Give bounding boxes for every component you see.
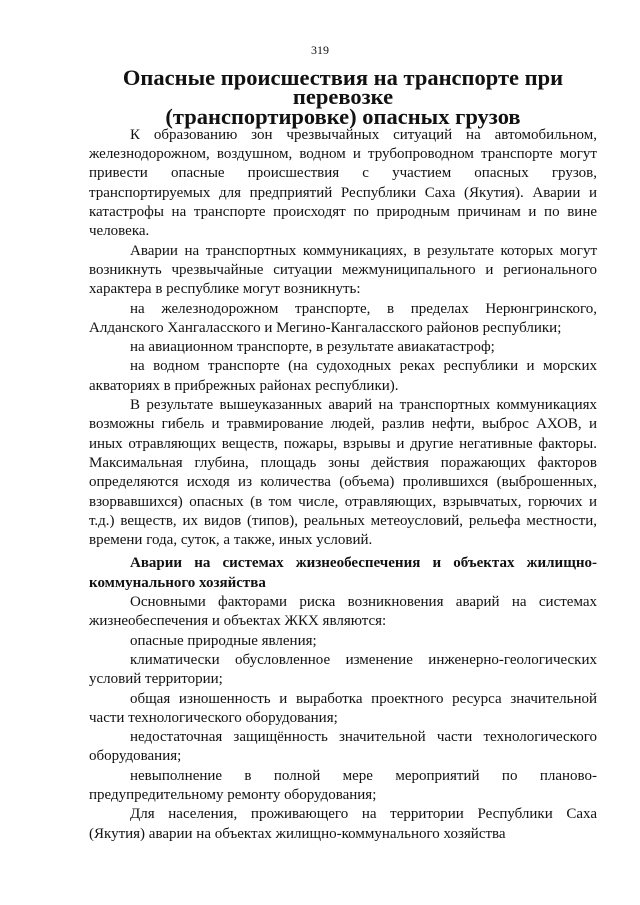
section-title-utilities: Аварии на системах жизнеобеспечения и объектах жилищно-коммунального хозяйства (89, 555, 597, 591)
list-item-paragraph: недостаточная защищённость значительной части технологического оборудования; (89, 729, 597, 765)
paragraph: Основными факторами риска возникновения аварий на системах жизнеобеспечения и объектах ЖКХ являются: (89, 594, 597, 630)
section-title-line: (транспортировке) опасных грузов (165, 103, 521, 129)
list-item-paragraph: на железнодорожном транспорте, в пределах Нерюнгринского, Алданского Хангаласского и Мегино-Кангаласского районов республики; (89, 300, 597, 336)
list-item-paragraph: на водном транспорте (на судоходных реках республики и морских акваториях в прибрежных районах республики). (89, 358, 597, 394)
paragraph: К образованию зон чрезвычайных ситуаций на автомобильном, железнодорожном, воздушном, водном и трубопроводном транспорте могут привести опасные происшествия с участием опасных грузов, транспортируемых для предприятий Республики Саха (Якутия). Аварии и катастрофы на транспорте происходят по природным причинам и по вине человека. (89, 126, 597, 240)
list-item-paragraph: общая изношенность и выработка проектного ресурса значительной части технологического оборудования; (89, 690, 597, 726)
list-item-paragraph: невыполнение в полной мере мероприятий по планово-предупредительному ремонту оборудования; (89, 767, 597, 803)
paragraph: В результате вышеуказанных аварий на транспортных коммуникациях возможны гибель и травмирование людей, разлив нефти, выброс АХОВ, и иных отравляющих веществ, пожары, взрывы и другие негативные факторы. Максимальная глубина, площадь зоны действия поражающих факторов определяются исходя из количества (объема) пролившихся (выброшенных, взорвавшихся) опасных (в том числе, отравляющих, взрывчатых, горючих и т.д.) веществ, их видов (типов), реальных метеоусловий, рельефа местности, времени года, суток, а также, иных условий. (89, 397, 597, 549)
section-title-transport (89, 65, 597, 129)
list-item-paragraph: климатически обусловленное изменение инженерно-геологических условий территории; (89, 651, 597, 688)
paragraph: Аварии на транспортных коммуникациях, в результате которых могут возникнуть чрезвычайные ситуации межмуниципального и регионального характера в республике могут возникнуть: (89, 242, 597, 298)
page-content (89, 65, 597, 844)
list-item-paragraph: на авиационном транспорте, в результате авиакатастроф; (130, 339, 495, 356)
page-number: 319 (311, 43, 329, 57)
list-item-paragraph: опасные природные явления; (130, 632, 317, 649)
section-title-line: Опасные происшествия на транспорте при перевозке (122, 65, 564, 110)
paragraph: Для населения, проживающего на территории Республики Саха (Якутия) аварии на объектах жилищно-коммунального хозяйства (89, 806, 597, 842)
